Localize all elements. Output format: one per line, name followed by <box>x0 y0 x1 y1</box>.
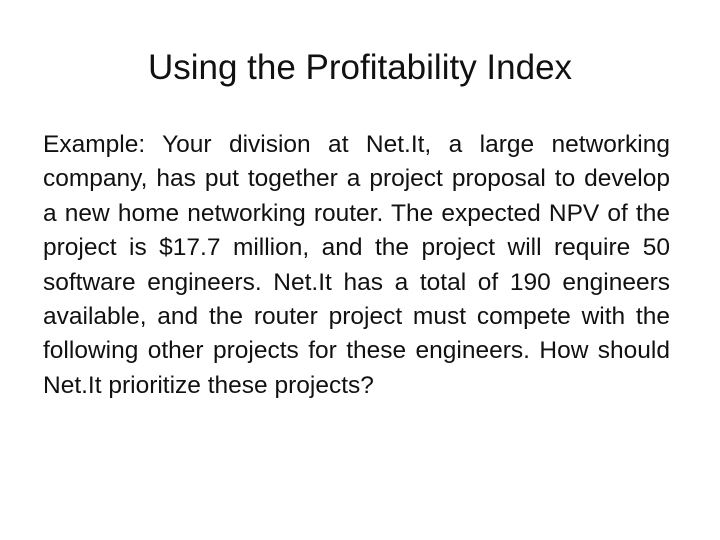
slide-body-text: Example: Your division at Net.It, a large networking company, has put together a project proposal to develop a new home networking router. The expected NPV of the project is $17.7 million, and the project will require 50 software engineers. Net.It has a total of 190 engineers available, and the router project must compete with the following other projects for these engineers. How should Net.It prioritize these projects? <box>43 131 670 399</box>
slide-title: Using the Profitability Index <box>147 48 573 87</box>
